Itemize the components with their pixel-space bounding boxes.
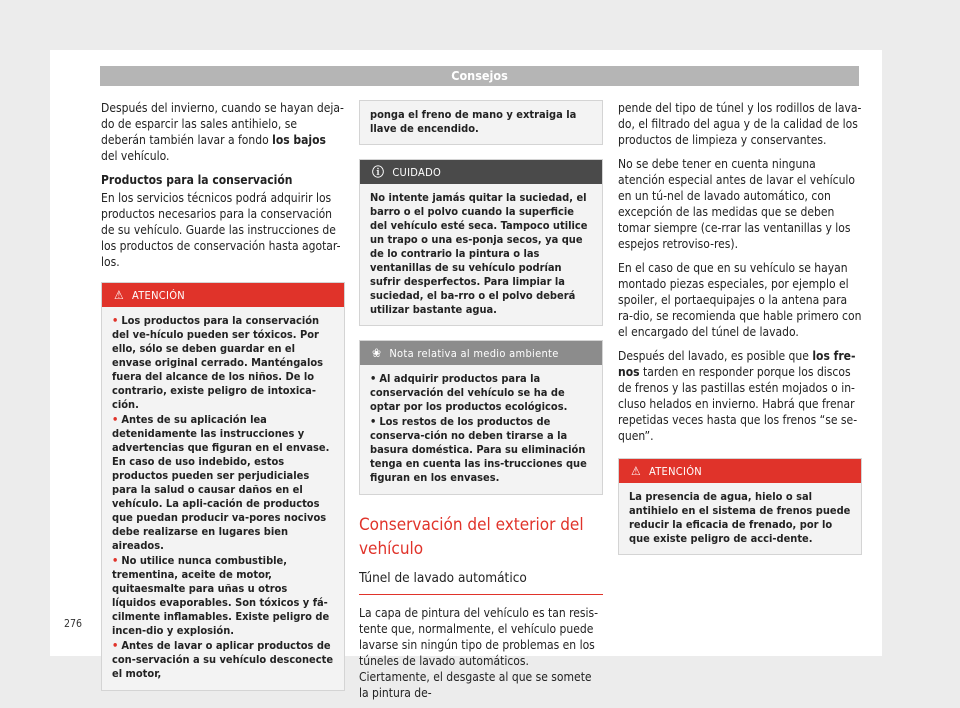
caution-box	[359, 159, 603, 326]
warning-header	[102, 283, 344, 307]
exclamation-circle-icon: ⓘ	[372, 165, 385, 179]
warning-continuation-text: ponga el freno de mano y extraiga la llave de encendido.	[370, 108, 577, 135]
products-paragraph: En los servicios técnicos podrá adquirir los productos necesarios para la conservación de su vehículo. Guarde las instrucciones de los productos de conservación hasta agotar-los.	[101, 191, 341, 269]
paragraph-3: En el caso de que en su vehículo se hayan montado piezas especiales, por ejemplo el spoiler, el portaequipajes o la antena para ra-dio, se recomienda que hable primero con el encargado del túnel de lavado.	[618, 261, 862, 339]
environment-note-header	[360, 341, 602, 365]
products-heading: Productos para la conservación	[101, 173, 293, 187]
bullet-icon: •	[112, 413, 119, 426]
caution-label: CUIDADO	[392, 165, 442, 179]
section-title: Conservación del exterior del vehículo	[359, 515, 584, 559]
caution-header	[360, 160, 602, 184]
paragraph-1: pende del tipo de túnel y los rodillos de lava-do, el filtrado del agua y de la calidad de los productos de limpieza y conservantes.	[618, 101, 862, 147]
page-header: Consejos	[100, 66, 859, 86]
page-number: 276	[64, 618, 83, 630]
environment-item: • Los restos de los productos de conserva-ción no deben tirarse a la basura doméstica. Para su eliminación tenga en cuenta las ins-trucciones que figuran en los envases.	[370, 415, 587, 484]
manual-page	[50, 50, 882, 700]
environment-item: • Al adquirir productos para la conservación del vehículo se ha de optar por los productos ecológicos.	[370, 372, 568, 413]
warning-item: • Antes de su aplicación lea detenidamente las instrucciones y advertencias que figuran en el envase. En caso de uso indebido, estos productos pueden ser perjudiciales para la salud o causar daños en el vehículo. La apli-cación de productos que puedan producir va-pores nocivos debe realizarse en lugares bien aireados.	[112, 413, 330, 552]
paragraph-4: Después del lavado, es posible que los fre-nos tarden en responder porque los discos de frenos y las pastillas estén mojados o in-cluso helados en invierno. Habrá que frenar repetidas veces hasta que los frenos “se se-quen”.	[618, 349, 858, 443]
bullet-icon: •	[112, 314, 119, 327]
section-paragraph: La capa de pintura del vehículo es tan resis-tente que, normalmente, el vehículo puede lavarse sin ningún tipo de problemas en los túneles de lavado automáticos. Ciertamente, el desgaste al que se somete la pintura de-	[359, 606, 599, 700]
warning-label: ATENCIÓN	[131, 288, 186, 302]
warning-item: • Antes de lavar o aplicar productos de con-servación a su vehículo desconecte el motor,	[112, 639, 334, 680]
column-2	[359, 100, 603, 708]
bullet-icon: •	[112, 554, 119, 567]
warning-triangle-icon: ⚠	[631, 464, 641, 478]
caution-body: No intente jamás quitar la suciedad, el barro o el polvo cuando la superficie del vehículo esté seca. Tampoco utilice un trapo o una es-ponja secos, ya que de lo contrario la pintura o las ventanillas de su vehículo podrían sufrir desperfectos. Para limpiar la suciedad, el ba-rro o el polvo deberá utilizar bastante agua.	[370, 191, 588, 316]
brake-warning-header	[619, 459, 861, 483]
brake-warning-label: ATENCIÓN	[648, 464, 703, 478]
environment-note-label: Nota relativa al medio ambiente	[389, 346, 559, 360]
environment-note-box	[359, 340, 603, 495]
warning-triangle-icon: ⚠	[114, 288, 124, 302]
bullet-icon: •	[112, 639, 119, 652]
warning-continuation-box	[359, 100, 603, 145]
warning-item: • No utilice nunca combustible, trementina, aceite de motor, quitaesmalte para uñas u otros líquidos evaporables. Son tóxicos y fá-cilmente inflamables. Existe peligro de incen-dio y explosión.	[112, 554, 330, 637]
flower-icon: ❀	[372, 346, 382, 360]
bullet-icon: •	[370, 415, 377, 428]
bullet-icon: •	[370, 372, 377, 385]
brake-warning-box	[618, 458, 862, 555]
warning-item: • Los productos para la conservación del ve-hículo pueden ser tóxicos. Por ello, sólo se deben guardar en el envase original cerrado. Manténgalos fuera del alcance de los niños. De lo contrario, existe peligro de intoxica-ción.	[112, 314, 324, 411]
column-3	[618, 100, 862, 555]
warning-box	[101, 282, 345, 691]
section-subtitle: Túnel de lavado automático	[359, 569, 603, 595]
environment-note-body	[360, 365, 602, 494]
intro-paragraph: Después del invierno, cuando se hayan deja-do de esparcir las sales antihielo, se deberán también lavar a fondo los bajos del vehículo.	[101, 101, 344, 163]
warning-body	[102, 307, 344, 690]
paragraph-2: No se debe tener en cuenta ninguna atención especial antes de lavar el vehículo en un tú-nel de lavado automático, con excepción de las medidas que se deben tomar siempre (ce-rrar las ventanillas y los espejos retroviso-res).	[618, 157, 856, 251]
brake-warning-body: La presencia de agua, hielo o sal antihielo en el sistema de frenos puede reducir la eficacia de frenado, por lo que existe peligro de acci-dente.	[629, 490, 851, 545]
column-1	[101, 100, 345, 691]
